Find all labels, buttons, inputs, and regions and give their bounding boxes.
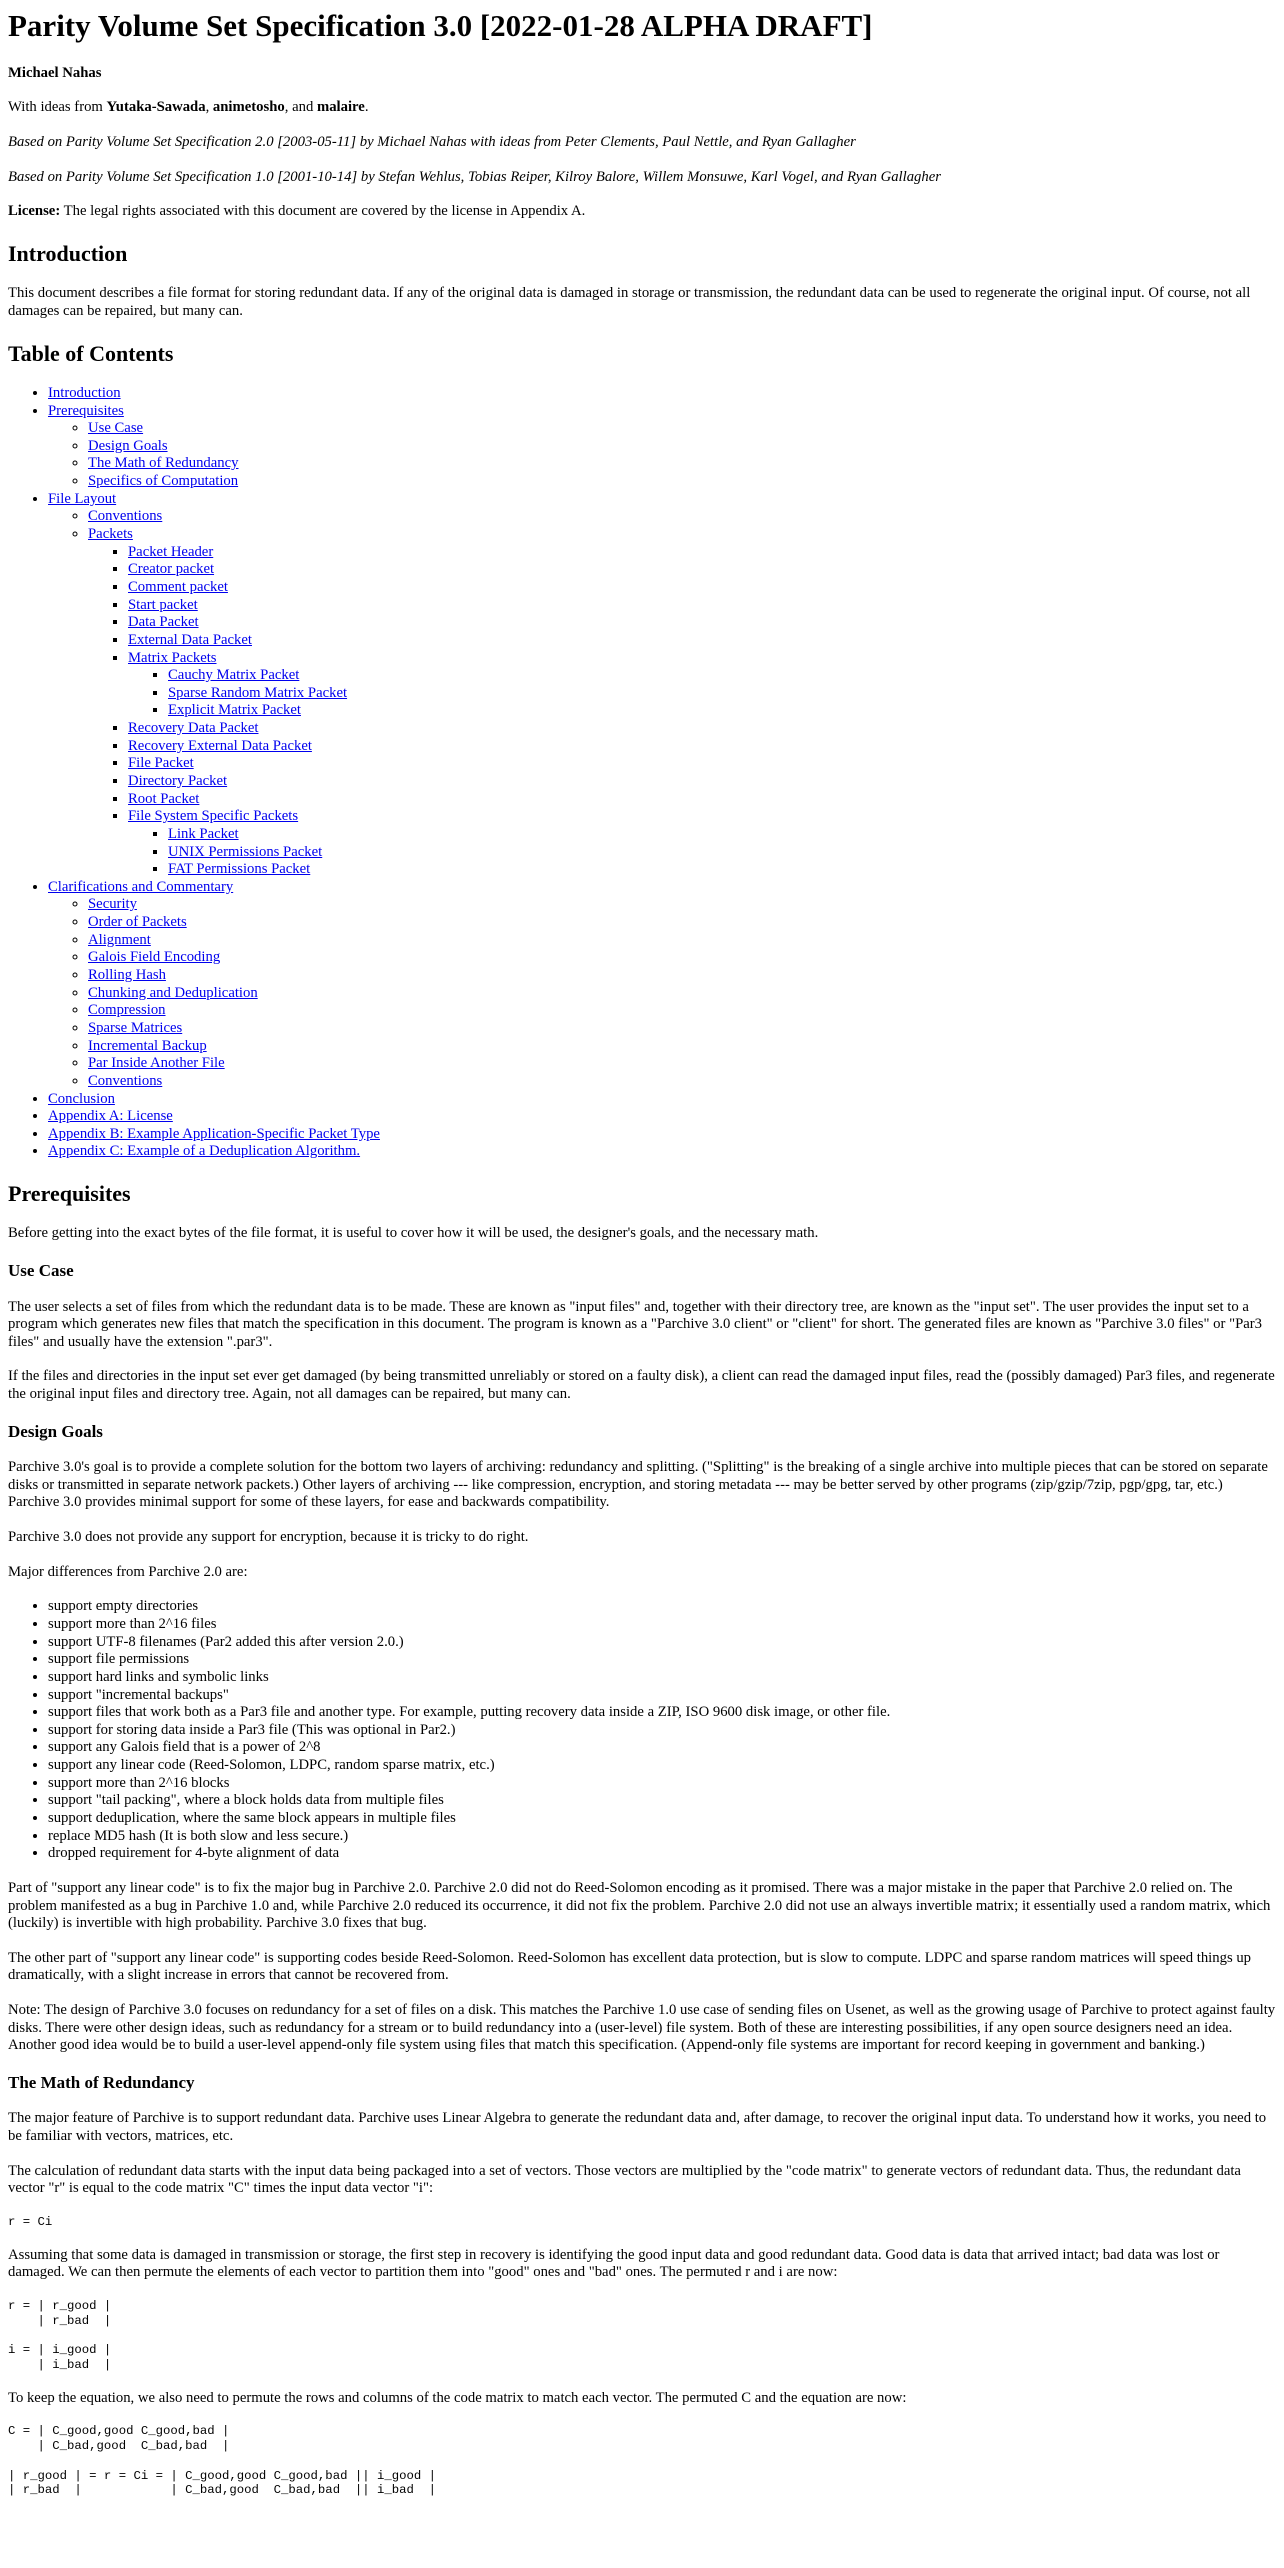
toc-link-use-case[interactable]: Use Case	[88, 420, 144, 437]
math-paragraph: The calculation of redundant data starts with the input data being packaged into a set of vectors. Those vectors are multiplied by the "code matrix" to generate vectors of redundant data. Thus, the redundant data vector "r" is equal to the code matrix "C" times the input data vector "i":	[8, 2162, 1241, 2197]
toc-item	[88, 949, 1276, 967]
toc-item	[168, 844, 1276, 862]
toc-item	[128, 755, 1276, 773]
toc-item	[48, 1091, 1276, 1109]
toc-item	[168, 702, 1276, 720]
toc-link-prerequisites[interactable]: Prerequisites	[48, 402, 124, 419]
toc-item	[88, 438, 1276, 456]
toc-item	[88, 1073, 1276, 1091]
toc-item	[128, 720, 1276, 738]
list-item: • support file permissions	[48, 1651, 1276, 1669]
toc-item	[168, 685, 1276, 703]
toc-item	[48, 403, 1276, 491]
toc-item	[168, 667, 1276, 685]
toc-link-start-packet[interactable]: Start packet	[128, 596, 198, 613]
toc-item	[88, 1055, 1276, 1073]
license-line	[8, 203, 1276, 221]
toc-link-file-layout[interactable]: File Layout	[48, 490, 117, 507]
list-item: • support any Galois field that is a power of 2^8	[48, 1739, 1276, 1757]
based-on-2	[8, 134, 1276, 152]
section-heading-toc: Table of Contents	[8, 340, 174, 366]
ideas-separator: , and	[284, 99, 317, 116]
list-item: • support for storing data inside a Par3 file (This was optional in Par2.)	[48, 1722, 1276, 1740]
list-item: • support UTF-8 filenames (Par2 added this after version 2.0.)	[48, 1634, 1276, 1652]
toc-link-appendix-c[interactable]: Appendix C: Example of a Deduplication Algorithm.	[48, 1143, 361, 1160]
toc-link-clarifications[interactable]: Clarifications and Commentary	[48, 878, 234, 895]
toc-link-fat-permissions[interactable]: FAT Permissions Packet	[168, 861, 311, 878]
page-title: Parity Volume Set Specification 3.0 [2022-01-28 ALPHA DRAFT]	[8, 8, 873, 43]
use-case-paragraph: If the files and directories in the input set ever get damaged (by being transmitted unreliably or stored on a faulty disk), a client can read the damaged input files, read the (possibly damaged) Par3 files, and regenerate the original input files and directory tree. Again, not all damages can be repaired, but many can.	[8, 1368, 1275, 1403]
toc-link-creator-packet[interactable]: Creator packet	[128, 561, 215, 578]
list-item: • dropped requirement for 4-byte alignment of data	[48, 1845, 1276, 1863]
toc-link-order[interactable]: Order of Packets	[88, 914, 187, 931]
toc-link-link-packet[interactable]: Link Packet	[168, 825, 239, 842]
toc-item	[88, 508, 1276, 526]
ideas-name: animetosho	[212, 99, 285, 116]
toc-link-alignment[interactable]: Alignment	[88, 931, 151, 948]
toc-link-explicit[interactable]: Explicit Matrix Packet	[168, 702, 301, 719]
toc-sublist	[128, 667, 1276, 720]
toc-link-external-data-packet[interactable]: External Data Packet	[128, 631, 252, 648]
toc-link-design-goals[interactable]: Design Goals	[88, 437, 168, 454]
toc-item	[88, 985, 1276, 1003]
toc-link-chunking[interactable]: Chunking and Deduplication	[88, 984, 258, 1001]
toc-link-galois[interactable]: Galois Field Encoding	[88, 949, 221, 966]
list-item: • support deduplication, where the same block appears in multiple files	[48, 1810, 1276, 1828]
based-on-1-text: Based on Parity Volume Set Specification 1.0 [2001-10-14] by Stefan Wehlus, Tobias Reiper, Kilroy Balore, Willem Monsuwe, Karl Vogel, and Ryan Gallagher	[8, 168, 941, 185]
toc-link-recovery-external[interactable]: Recovery External Data Packet	[128, 737, 312, 754]
toc-item	[128, 632, 1276, 650]
list-item: • support "incremental backups"	[48, 1687, 1276, 1705]
list-item: • support more than 2^16 files	[48, 1616, 1276, 1634]
list-item: • support files that work both as a Par3 file and another type. For example, putting recovery data inside a ZIP, ISO 9600 disk image, or other file.	[48, 1704, 1276, 1722]
toc-link-conclusion[interactable]: Conclusion	[48, 1090, 115, 1107]
toc-link-file-packet[interactable]: File Packet	[128, 755, 194, 772]
based-on-1	[8, 169, 1276, 187]
toc-link-specifics[interactable]: Specifics of Computation	[88, 473, 239, 490]
toc-sublist	[48, 420, 1276, 491]
toc-link-fs-specific[interactable]: File System Specific Packets	[128, 808, 299, 825]
design-goals-paragraph: Parchive 3.0's goal is to provide a complete solution for the bottom two layers of archiving: redundancy and splitting. ("Splitting" is the breaking of a single archive into multiple pieces that can be stored on separate disks or transmitted in separate network packets.) Other layers of archiving --- like compression, encryption, and storing metadata --- may be better served by other programs (zip/gzip/7zip, pgp/gpg, tar, etc.) Parchive 3.0 provides minimal support for some of these layers, for ease and backwards compatibility.	[8, 1459, 1268, 1511]
toc-link-cauchy[interactable]: Cauchy Matrix Packet	[168, 667, 300, 684]
based-on-2-text: Based on Parity Volume Set Specification 2.0 [2003-05-11] by Michael Nahas with ideas from Peter Clements, Paul Nettle, and Ryan Gallagher	[8, 133, 856, 150]
toc-item	[128, 791, 1276, 809]
toc-item	[88, 420, 1276, 438]
table-of-contents	[8, 385, 1276, 1161]
math-paragraph: To keep the equation, we also need to permute the rows and columns of the code matrix to match each vector. The permuted C and the equation are now:	[8, 2389, 907, 2406]
toc-link-appendix-b[interactable]: Appendix B: Example Application-Specific Packet Type	[48, 1125, 380, 1142]
toc-item	[128, 808, 1276, 879]
toc-link-comment-packet[interactable]: Comment packet	[128, 578, 228, 595]
list-item: • support any linear code (Reed-Solomon, LDPC, random sparse matrix, etc.)	[48, 1757, 1276, 1775]
design-goals-paragraph: Note: The design of Parchive 3.0 focuses on redundancy for a set of files on a disk. This matches the Parchive 1.0 use case of sending files on Usenet, as well as the growing usage of Parchive to protect against faulty disks. There were other design ideas, such as redundancy for a stream or to build redundancy into a (user-level) file system. Both of these are interesting possibilities, if any open source designers need an idea. Another good idea would be to build a user-level append-only file system using files that match this specification. (Append-only file systems are important for record keeping in government and banking.)	[8, 2002, 1276, 2054]
toc-link-packet-header[interactable]: Packet Header	[128, 543, 214, 560]
list-item: • support empty directories	[48, 1598, 1276, 1616]
design-goals-paragraph: Major differences from Parchive 2.0 are:	[8, 1563, 248, 1580]
section-heading-design-goals: Design Goals	[8, 1421, 103, 1441]
toc-item	[88, 473, 1276, 491]
toc-item	[48, 385, 1276, 403]
list-item: • replace MD5 hash (It is both slow and less secure.)	[48, 1828, 1276, 1846]
toc-item	[48, 1126, 1276, 1144]
toc-item	[88, 914, 1276, 932]
toc-item	[128, 650, 1276, 721]
toc-link-rolling-hash[interactable]: Rolling Hash	[88, 967, 166, 984]
license-text: The legal rights associated with this document are covered by the license in Appendix A.	[60, 203, 586, 220]
ideas-suffix: .	[364, 99, 369, 116]
toc-sublist	[88, 544, 1276, 879]
ideas-name: malaire	[316, 99, 365, 116]
introduction-text: This document describes a file format for storing redundant data. If any of the original data is damaged in storage or transmission, the redundant data can be used to regenerate the original input. Of course, not all damages can be repaired, but many can.	[8, 285, 1251, 319]
code-block: r = | r_good | | r_bad | i = | i_good | | i_bad |	[8, 2299, 112, 2373]
toc-link-security[interactable]: Security	[88, 896, 137, 913]
toc-link-conventions[interactable]: Conventions	[88, 508, 163, 525]
license-label: License:	[8, 203, 61, 220]
toc-link-incremental[interactable]: Incremental Backup	[88, 1037, 207, 1054]
toc-link-math[interactable]: The Math of Redundancy	[88, 455, 239, 472]
toc-item	[128, 614, 1276, 632]
toc-item	[88, 1020, 1276, 1038]
list-item: • support "tail packing", where a block holds data from multiple files	[48, 1792, 1276, 1810]
list-item: • support hard links and symbolic links	[48, 1669, 1276, 1687]
toc-item	[128, 773, 1276, 791]
design-goals-paragraph: Parchive 3.0 does not provide any support for encryption, because it is tricky to do right.	[8, 1529, 529, 1546]
math-paragraph: Assuming that some data is damaged in transmission or storage, the first step in recovery is identifying the good input data and good redundant data. Good data is data that arrived intact; bad data was lost or damaged. We can then permute the elements of each vector to partition them into "good" ones and "bad" ones. The permuted r and i are now:	[8, 2246, 1220, 2281]
toc-item	[128, 579, 1276, 597]
list-item: • support more than 2^16 blocks	[48, 1775, 1276, 1793]
section-heading-use-case: Use Case	[8, 1261, 74, 1281]
toc-item	[88, 967, 1276, 985]
toc-item	[88, 1002, 1276, 1020]
toc-item	[88, 932, 1276, 950]
toc-link-sparse-random[interactable]: Sparse Random Matrix Packet	[168, 684, 348, 701]
toc-link-conventions-2[interactable]: Conventions	[88, 1072, 163, 1089]
toc-item	[88, 896, 1276, 914]
section-heading-prerequisites: Prerequisites	[8, 1181, 131, 1207]
toc-link-root-packet[interactable]: Root Packet	[128, 790, 200, 807]
toc-link-directory-packet[interactable]: Directory Packet	[128, 773, 228, 789]
toc-item	[128, 597, 1276, 615]
toc-item	[128, 738, 1276, 756]
toc-item	[88, 1038, 1276, 1056]
toc-link-compression[interactable]: Compression	[88, 1002, 166, 1019]
toc-item	[168, 861, 1276, 879]
author-name: Michael Nahas	[8, 64, 102, 81]
toc-link-sparse-matrices[interactable]: Sparse Matrices	[88, 1019, 183, 1036]
toc-link-unix-permissions[interactable]: UNIX Permissions Packet	[168, 843, 323, 860]
toc-link-packets[interactable]: Packets	[88, 526, 133, 543]
ideas-prefix: With ideas from	[8, 99, 107, 116]
design-goals-paragraph: Part of "support any linear code" is to fix the major bug in Parchive 2.0. Parchive 2.0 did not do Reed-Solomon encoding as it promised. There was a major mistake in the paper that Parchive 2.0 relied on. The problem manifested as a bug in Parchive 1.0 and, while Parchive 2.0 reduced its occurrence, it did not fix the problem. Parchive 2.0 did not use an always invertible matrix; it essentially used a random matrix, which (luckily) is invertible with high probability. Parchive 3.0 fixes that bug.	[8, 1879, 1271, 1932]
section-heading-math: The Math of Redundancy	[8, 2073, 195, 2093]
toc-item	[48, 491, 1276, 879]
toc-link-appendix-a[interactable]: Appendix A: License	[48, 1108, 173, 1125]
toc-link-par-inside[interactable]: Par Inside Another File	[88, 1055, 225, 1072]
differences-list	[8, 1598, 1276, 1863]
section-heading-introduction: Introduction	[8, 240, 128, 266]
ideas-separator: ,	[205, 99, 213, 116]
toc-item	[48, 1108, 1276, 1126]
toc-item	[48, 1143, 1276, 1161]
toc-sublist	[48, 508, 1276, 878]
author	[8, 65, 1276, 83]
toc-item	[128, 544, 1276, 562]
toc-item	[168, 826, 1276, 844]
toc-item	[128, 561, 1276, 579]
ideas-credit	[8, 99, 1276, 117]
toc-item	[88, 526, 1276, 879]
code-block: r = Ci	[8, 2215, 53, 2229]
prerequisites-text: Before getting into the exact bytes of the file format, it is useful to cover how it will be used, the designer's goals, and the necessary math.	[8, 1225, 819, 1242]
toc-link-matrix-packets[interactable]: Matrix Packets	[128, 649, 217, 666]
toc-sublist	[128, 826, 1276, 879]
toc-link-recovery-data[interactable]: Recovery Data Packet	[128, 720, 259, 737]
code-block: C = | C_good,good C_good,bad | | C_bad,good C_bad,bad | | r_good | = r = Ci = | C_good,good C_good,bad || i_good | | r_bad | | C_bad,good C_bad,bad || i_bad |	[8, 2424, 437, 2498]
use-case-paragraph: The user selects a set of files from which the redundant data is to be made. These are known as "input files" and, together with their directory tree, are known as the "input set". The user provides the input set to a program which generates new files that match the specification in this document. The program is known as a "Parchive 3.0 client" or "client" for short. The generated files are known as "Parchive 3.0 files" or "Par3 files" and usually have the extension ".par3".	[8, 1298, 1262, 1350]
toc-item	[48, 879, 1276, 1091]
toc-item	[88, 455, 1276, 473]
toc-link-data-packet[interactable]: Data Packet	[128, 614, 199, 631]
math-paragraph: The major feature of Parchive is to support redundant data. Parchive uses Linear Algebra to generate the redundant data and, after damage, to recover the original input data. To understand how it works, you need to be familiar with vectors, matrices, etc.	[8, 2110, 1267, 2145]
design-goals-paragraph: The other part of "support any linear code" is supporting codes beside Reed-Solomon. Reed-Solomon has excellent data protection, but is slow to compute. LDPC and sparse random matrices will speed things up dramatically, with a slight increase in errors that cannot be recovered from.	[8, 1949, 1252, 1984]
toc-link-introduction[interactable]: Introduction	[48, 384, 121, 401]
ideas-name: Yutaka-Sawada	[106, 99, 206, 116]
toc-sublist	[48, 896, 1276, 1090]
